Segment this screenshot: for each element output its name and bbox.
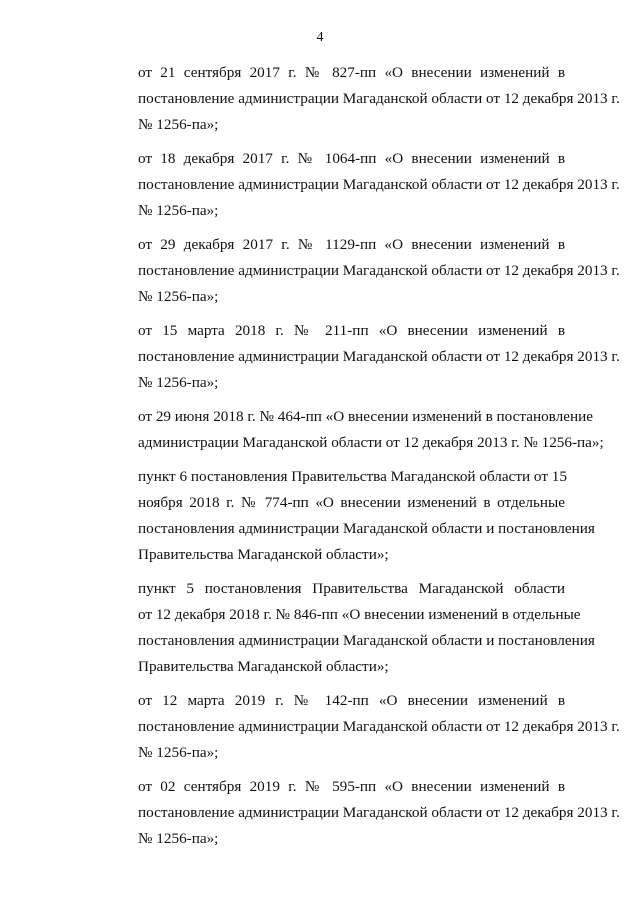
paragraph-line: постановление администрации Магаданской области от 12 декабря 2013 г. (138, 262, 620, 279)
amendment-paragraph (100, 464, 595, 568)
amendment-paragraph (100, 232, 620, 310)
paragraph-line: постановление администрации Магаданской области от 12 декабря 2013 г. (138, 804, 620, 821)
paragraph-line: от 15 марта 2018 г. № 211-пп «О внесении изменений в (138, 322, 565, 339)
paragraph-line: № 1256-па»; (138, 202, 219, 219)
paragraph-line: от 29 июня 2018 г. № 464-пп «О внесении изменений в постановление (138, 408, 593, 425)
paragraph-line: от 02 сентября 2019 г. № 595-пп «О внесении изменений в (138, 778, 565, 795)
amendment-paragraph (100, 404, 604, 456)
paragraph-line: администрации Магаданской области от 12 декабря 2013 г. № 1256-па»; (138, 434, 604, 451)
paragraph-line: постановление администрации Магаданской области от 12 декабря 2013 г. (138, 718, 620, 735)
paragraph-line: постановления администрации Магаданской области и постановления (138, 632, 595, 649)
paragraph-line: постановление администрации Магаданской области от 12 декабря 2013 г. (138, 348, 620, 365)
amendment-paragraph (100, 688, 620, 766)
paragraph-line: № 1256-па»; (138, 744, 219, 761)
paragraph-line: постановления администрации Магаданской области и постановления (138, 520, 595, 537)
amendment-paragraph (100, 318, 620, 396)
paragraph-line: от 21 сентября 2017 г. № 827-пп «О внесении изменений в (138, 64, 565, 81)
page-number: 4 (316, 30, 324, 45)
paragraph-line: пункт 6 постановления Правительства Магаданской области от 15 (138, 468, 567, 485)
paragraph-line: постановление администрации Магаданской области от 12 декабря 2013 г. (138, 176, 620, 193)
amendment-paragraph (100, 146, 620, 224)
paragraph-line: от 29 декабря 2017 г. № 1129-пп «О внесении изменений в (138, 236, 565, 253)
paragraph-line: постановление администрации Магаданской области от 12 декабря 2013 г. (138, 90, 620, 107)
paragraph-line: № 1256-па»; (138, 830, 219, 847)
paragraph-line: № 1256-па»; (138, 116, 219, 133)
amendment-paragraph (100, 60, 620, 138)
paragraph-line: № 1256-па»; (138, 288, 219, 305)
document-body (100, 60, 620, 860)
amendment-paragraph (100, 774, 620, 852)
paragraph-line: от 12 марта 2019 г. № 142-пп «О внесении изменений в (138, 692, 565, 709)
paragraph-line: пункт 5 постановления Правительства Магаданской области (138, 580, 565, 597)
paragraph-line: № 1256-па»; (138, 374, 219, 391)
paragraph-line: от 12 декабря 2018 г. № 846-пп «О внесении изменений в отдельные (138, 606, 581, 623)
paragraph-line: ноября 2018 г. № 774-пп «О внесении изменений в отдельные (138, 494, 565, 511)
paragraph-line: Правительства Магаданской области»; (138, 658, 389, 675)
paragraph-line: от 18 декабря 2017 г. № 1064-пп «О внесении изменений в (138, 150, 565, 167)
amendment-paragraph (100, 576, 595, 680)
paragraph-line: Правительства Магаданской области»; (138, 546, 389, 563)
